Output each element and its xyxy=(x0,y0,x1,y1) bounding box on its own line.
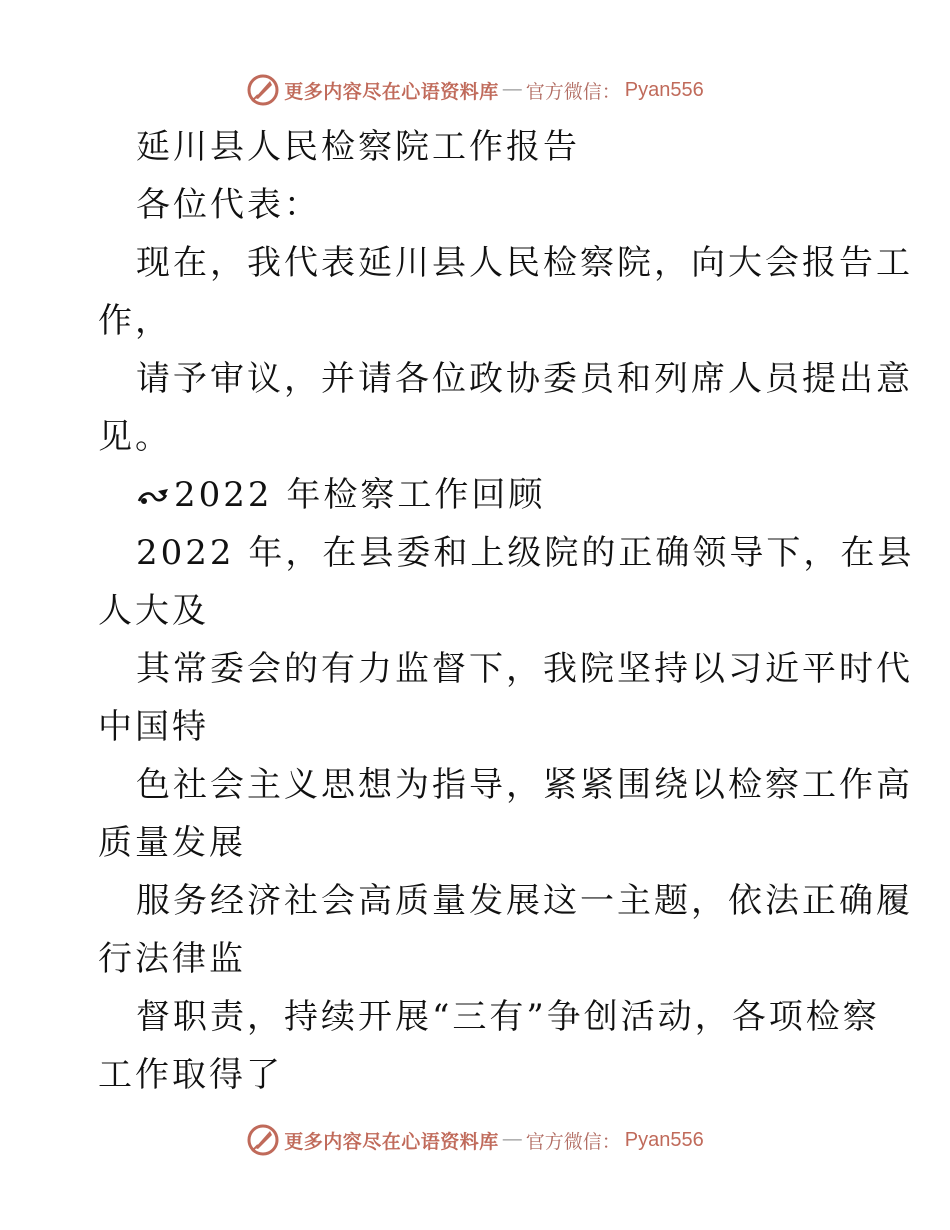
paragraph-line: 其常委会的有力监督下，我院坚持以习近平时代 xyxy=(136,649,913,689)
section-heading xyxy=(98,466,858,524)
paragraph-line: 现在，我代表延川县人民检察院，向大会报告工 xyxy=(136,243,913,283)
section-heading-text: 2022 年检察工作回顾 xyxy=(174,475,546,515)
watermark-wechat-label: 官方微信： xyxy=(525,80,621,103)
watermark-banner-bottom xyxy=(0,1120,950,1160)
paragraph-line: 作， xyxy=(98,301,172,341)
watermark-banner-top xyxy=(0,70,950,110)
paragraph-line: 服务经济社会高质量发展这一主题，依法正确履 xyxy=(136,881,913,921)
watermark-separator: — xyxy=(502,1129,522,1150)
watermark-wechat-label: 官方微信： xyxy=(525,1130,621,1153)
salutation: 各位代表： xyxy=(136,185,321,225)
paragraph-line: 色社会主义思想为指导，紧紧围绕以检察工作高 xyxy=(136,765,913,805)
feather-pen-logo-icon xyxy=(246,73,280,107)
ornament-bullet-icon xyxy=(136,485,172,509)
watermark-text: 更多内容尽在心语资料库 xyxy=(284,80,499,103)
paragraph-line: 质量发展 xyxy=(98,823,246,863)
paragraph-line: 督职责，持续开展“三有”争创活动，各项检察 xyxy=(136,997,880,1037)
watermark-wechat-id: Pyan556 xyxy=(624,78,704,101)
paragraph-line: 人大及 xyxy=(98,591,209,631)
paragraph-line: 见。 xyxy=(98,417,172,457)
paragraph-line: 中国特 xyxy=(98,707,209,747)
paragraph-line: 2022 年，在县委和上级院的正确领导下，在县 xyxy=(136,533,915,573)
watermark-separator: — xyxy=(502,79,522,100)
paragraph-line: 请予审议，并请各位政协委员和列席人员提出意 xyxy=(136,359,913,399)
paragraph-line: 行法律监 xyxy=(98,939,246,979)
document-body xyxy=(98,118,915,1104)
watermark-wechat-id: Pyan556 xyxy=(624,1128,704,1151)
watermark-text: 更多内容尽在心语资料库 xyxy=(284,1130,499,1153)
paragraph-line: 工作取得了 xyxy=(98,1055,283,1095)
document-title: 延川县人民检察院工作报告 xyxy=(136,127,580,167)
feather-pen-logo-icon xyxy=(246,1123,280,1157)
